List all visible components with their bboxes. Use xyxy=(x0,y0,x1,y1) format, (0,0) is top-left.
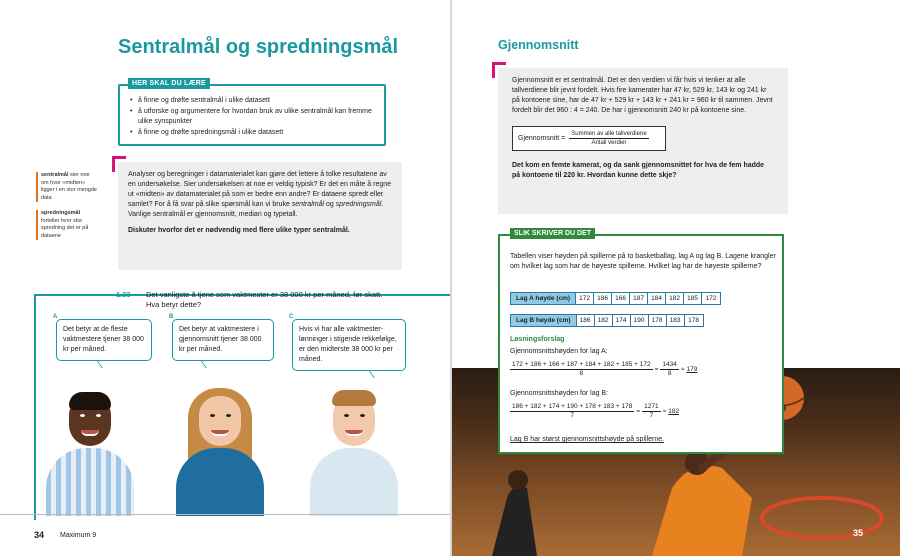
learn-item: • å finne og drøfte spredningsmål i ulike datasett xyxy=(130,128,380,138)
student-a-photo xyxy=(42,388,138,516)
table-cell: 187 xyxy=(630,293,648,304)
page-title: Sentralmål og spredningsmål xyxy=(118,36,399,58)
table-cell: 172 xyxy=(705,295,717,302)
right-page xyxy=(452,0,900,556)
discussion-prompt: Diskuter hvorfor det er nødvendig med flere ulike typer sentralmål. xyxy=(128,227,350,234)
table-cell: 178 xyxy=(649,315,667,326)
bubble-label: A xyxy=(53,314,58,320)
learn-tag: HER SKAL DU LÆRE xyxy=(128,78,210,89)
page-number: 35 xyxy=(853,528,864,538)
team-b-result: 182 xyxy=(668,408,680,415)
student-c-photo xyxy=(306,388,402,516)
intro-box xyxy=(118,162,402,270)
definition-question: Det kom en femte kamerat, og da sank gjennomsnittet for hva de fem hadde på kontoene til 220 kr. Hvordan kunne dette skje? xyxy=(512,162,765,179)
formula-lhs: Gjennomsnitt = xyxy=(518,134,566,142)
table-cell: 185 xyxy=(684,293,702,304)
table-cell: 184 xyxy=(648,293,666,304)
speech-bubble-a: A Det betyr at de fleste vaktmestere tjener 38 000 kr per måned. xyxy=(56,319,152,361)
table-cell: 186 xyxy=(577,315,595,326)
definition-text: Gjennomsnitt er et sentralmål. Det er den verdien vi får hvis vi tenker at alle tallverdiene blir jevnt fordelt. Hvis fire kamerater har 47 kr, 529 kr, 143 kr og 241 kr på kontoene sine, har de 47 kr + 529 kr + 143 kr + 241 kr = 960 kr til sammen. Jevnt fordelt blir det 960 : 4 = 240. De har i gjennomsnitt 240 kr på kontoene sine. xyxy=(512,77,773,114)
example-text: Tabellen viser høyden på spillerne på to basketballag, lag A og lag B. Lagene krangler om hvilket lag som har de høyeste spillerne. Hvilket lag har de høyeste spillerne? xyxy=(510,253,776,270)
exercise-text: Det vanligste å tjene som vaktmester er 38 000 kr per måned, før skatt. Hva betyr dette? xyxy=(146,290,383,309)
table-cell: 172 xyxy=(576,293,594,304)
team-b-table xyxy=(510,314,704,327)
team-b-caption: Gjennomsnittshøyden for lag B: xyxy=(510,390,609,397)
team-b-label: Lag B høyde (cm) xyxy=(511,315,577,326)
formula-fraction: $\frac{\text{Summen av alle tallverdiene}}{\text{Antall verdier}}$ xyxy=(571,131,647,146)
intro-paragraph: Analyser og beregninger i datamaterialet kan gjøre det lettere å tolke resultatene av en undersøkelse. Sier undersøkelsen at noe er veldig typisk? Er det en måte å regne ut «midten» av datamaterialet på som er bedre enn andre? Er dataene spredt eller samlet? For å få svar på slike spørsmål kan vi bruke sentralmål og spredningsmål. Vanlige sentralmål er gjennomsnitt, median og typetall. xyxy=(128,171,392,218)
speech-bubble-c: C Hvis vi har alle vaktmester-lønninger i stigende rekkefølge, er den midterste 38 000 kr per måned. xyxy=(292,319,406,371)
side-note: sentralmål sier noe om hvor «midten» ligger i en stor mengde data xyxy=(36,172,98,202)
example-tag: SLIK SKRIVER DU DET xyxy=(510,228,595,239)
table-cell: 186 xyxy=(594,293,612,304)
mean-formula xyxy=(512,126,666,151)
team-a-table xyxy=(510,292,721,305)
table-cell: 182 xyxy=(595,315,613,326)
table-cell: 182 xyxy=(666,293,684,304)
section-title: Gjennomsnitt xyxy=(498,38,579,52)
learn-list xyxy=(130,96,380,139)
bubble-label: C xyxy=(289,314,294,320)
bubble-label: B xyxy=(169,314,174,320)
book-title: Maximum 9 xyxy=(60,532,97,539)
definition-box xyxy=(498,68,788,214)
table-cell: 166 xyxy=(612,293,630,304)
student-b-photo xyxy=(172,388,268,516)
team-b-calculation: $\frac{186 + 182 + 174 + 190 + 178 + 183 + 178}{7}$ = $\frac{1271}{7}$ ≈ 182 xyxy=(512,403,680,419)
exercise-number: 1.33 xyxy=(116,290,131,299)
table-cell: 178 xyxy=(688,317,699,324)
speech-bubble-b: B Det betyr at vaktmestere i gjennomsnitt tjener 38 000 kr per måned. xyxy=(172,319,274,361)
conclusion: Lag B har størst gjennomsnittshøyde på spillerne. xyxy=(510,436,665,443)
team-a-result: 179 xyxy=(686,366,698,373)
team-a-label: Lag A høyde (cm) xyxy=(511,293,576,304)
team-a-caption: Gjennomsnittshøyden for lag A: xyxy=(510,348,608,355)
side-note: spredningsmål forteller hvor stor spredning det er på dataene xyxy=(36,210,98,240)
learn-item: • å finne og drøfte sentralmål i ulike datasett xyxy=(130,96,380,106)
team-a-calculation: $\frac{172 + 186 + 166 + 187 + 184 + 182 + 185 + 172}{8}$ = $\frac{1434}{8}$ ≈ 179 xyxy=(512,361,698,377)
learn-item: • å utforske og argumentere for hvordan bruk av ulike sentralmål kan fremme ulike synspunkter xyxy=(130,107,380,127)
table-cell: 174 xyxy=(613,315,631,326)
table-cell: 183 xyxy=(667,315,685,326)
side-notes xyxy=(36,172,98,248)
table-cell: 190 xyxy=(631,315,649,326)
page-number: 34 xyxy=(34,530,45,540)
solution-title: Løsningsforslag xyxy=(510,336,565,343)
